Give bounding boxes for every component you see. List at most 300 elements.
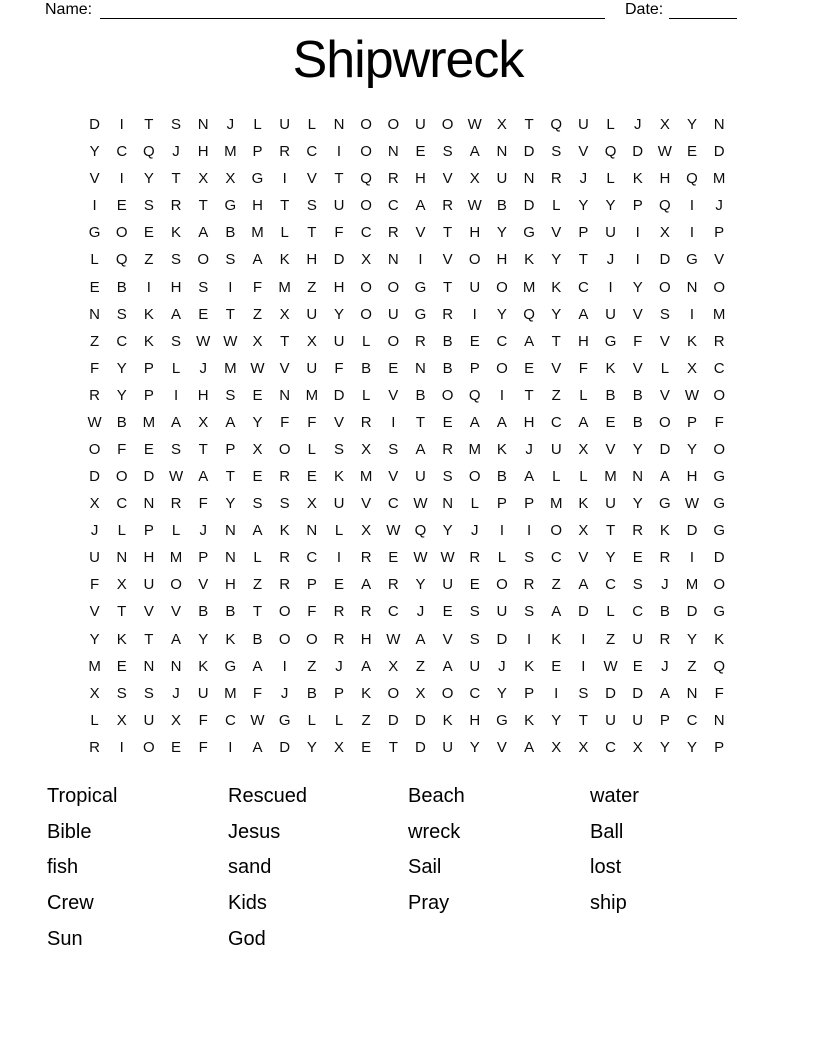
- grid-letter: Y: [496, 684, 507, 702]
- grid-letter: P: [143, 522, 154, 540]
- grid-letter: O: [143, 738, 155, 756]
- grid-letter: Q: [115, 251, 128, 269]
- grid-letter: Y: [551, 711, 562, 729]
- grid-letter: O: [441, 386, 454, 404]
- grid-letter: V: [198, 576, 209, 594]
- grid-letter: R: [387, 170, 399, 188]
- grid-letter: R: [550, 170, 562, 188]
- grid-letter: S: [143, 197, 154, 215]
- grid-letter: I: [499, 386, 504, 404]
- grid-letter: E: [632, 657, 643, 675]
- grid-letter: B: [496, 468, 507, 486]
- grid-letter: Y: [551, 251, 562, 269]
- grid-letter: H: [523, 413, 535, 431]
- grid-letter: O: [468, 251, 481, 269]
- grid-letter: X: [361, 251, 372, 269]
- grid-letter: Z: [605, 630, 616, 648]
- grid-letter: L: [606, 170, 615, 188]
- grid-letter: P: [524, 684, 535, 702]
- grid-letter: U: [632, 630, 644, 648]
- grid-letter: Y: [89, 143, 100, 161]
- grid-letter: L: [90, 711, 99, 729]
- grid-letter: C: [469, 684, 481, 702]
- grid-letter: M: [468, 440, 482, 458]
- grid-letter: G: [713, 468, 725, 486]
- grid-letter: T: [171, 170, 181, 188]
- grid-letter: U: [306, 359, 318, 377]
- grid-letter: I: [581, 630, 586, 648]
- grid-letter: S: [198, 278, 209, 296]
- grid-letter: X: [361, 522, 372, 540]
- grid-letter: E: [632, 549, 643, 567]
- grid-letter: Q: [360, 170, 372, 188]
- grid-letter: M: [359, 468, 373, 486]
- grid-letter: R: [523, 576, 535, 594]
- grid-letter: V: [578, 143, 589, 161]
- grid-letter: P: [225, 440, 236, 458]
- grid-letter: Y: [496, 305, 507, 323]
- grid-letter: U: [632, 711, 644, 729]
- grid-letter: G: [88, 224, 101, 242]
- grid-letter: R: [659, 630, 671, 648]
- grid-letter: G: [713, 495, 725, 513]
- word-item: Rescued: [228, 785, 307, 807]
- grid-letter: Y: [578, 197, 589, 215]
- grid-letter: X: [578, 440, 589, 458]
- grid-letter: X: [306, 495, 317, 513]
- grid-letter: I: [336, 549, 342, 567]
- grid-letter: X: [89, 495, 100, 513]
- grid-letter: N: [306, 522, 318, 540]
- grid-letter: N: [224, 549, 236, 567]
- grid-letter: S: [469, 630, 480, 648]
- word-item: God: [228, 927, 266, 950]
- grid-letter: V: [361, 495, 372, 513]
- grid-letter: G: [414, 305, 427, 323]
- grid-letter: Q: [713, 657, 725, 675]
- grid-letter: K: [659, 522, 670, 540]
- grid-letter: W: [386, 522, 401, 540]
- grid-letter: O: [496, 576, 508, 594]
- grid-letter: O: [305, 630, 318, 648]
- grid-letter: K: [143, 305, 154, 323]
- grid-letter: V: [333, 413, 344, 431]
- grid-letter: F: [334, 224, 344, 242]
- grid-letter: N: [170, 657, 182, 675]
- grid-letter: I: [391, 413, 396, 431]
- word-item: Tropical: [47, 785, 118, 807]
- grid-letter: M: [604, 468, 617, 486]
- grid-letter: I: [228, 278, 233, 296]
- grid-letter: N: [279, 386, 291, 404]
- grid-letter: S: [171, 251, 182, 269]
- grid-letter: T: [578, 251, 588, 269]
- grid-letter: I: [146, 278, 151, 296]
- grid-letter: U: [442, 738, 454, 756]
- grid-letter: O: [713, 278, 725, 296]
- grid-letter: O: [360, 278, 372, 296]
- grid-letter: P: [578, 224, 589, 242]
- word-item: Kids: [228, 892, 267, 915]
- grid-letter: R: [170, 495, 182, 513]
- grid-letter: K: [225, 630, 236, 648]
- word-item: Crew: [47, 892, 94, 915]
- grid-letter: D: [632, 684, 644, 702]
- grid-letter: I: [689, 549, 695, 567]
- grid-letter: U: [605, 305, 616, 323]
- grid-letter: V: [632, 359, 643, 377]
- grid-letter: P: [714, 224, 725, 242]
- grid-letter: I: [173, 386, 179, 404]
- grid-letter: O: [360, 143, 372, 161]
- grid-letter: N: [143, 495, 155, 513]
- word-item: Ball: [590, 820, 624, 843]
- grid-letter: A: [469, 413, 480, 431]
- grid-letter: K: [279, 251, 290, 269]
- grid-letter: P: [659, 711, 670, 729]
- grid-letter: Y: [116, 386, 127, 404]
- grid-letter: V: [171, 603, 182, 621]
- grid-letter: A: [252, 738, 263, 756]
- grid-letter: E: [89, 278, 100, 296]
- grid-letter: R: [170, 197, 182, 215]
- grid-letter: H: [224, 576, 236, 594]
- grid-letter: X: [333, 738, 344, 756]
- grid-letter: B: [442, 359, 453, 377]
- grid-letter: A: [415, 630, 426, 648]
- grid-letter: U: [143, 711, 155, 729]
- grid-letter: T: [280, 197, 290, 215]
- grid-letter: L: [253, 116, 262, 134]
- grid-letter: L: [361, 332, 371, 350]
- grid-letter: R: [632, 522, 644, 540]
- grid-letter: E: [171, 738, 182, 756]
- grid-letter: L: [552, 197, 561, 215]
- grid-letter: O: [115, 224, 128, 242]
- word-item: Jesus: [228, 820, 281, 843]
- grid-letter: S: [578, 684, 589, 702]
- grid-letter: V: [388, 386, 399, 404]
- grid-letter: C: [496, 332, 508, 350]
- grid-letter: F: [307, 413, 317, 431]
- grid-letter: Y: [333, 305, 344, 323]
- grid-letter: S: [171, 332, 182, 350]
- grid-letter: C: [686, 711, 698, 729]
- grid-letter: R: [442, 305, 454, 323]
- grid-letter: D: [89, 116, 100, 134]
- grid-letter: W: [413, 495, 428, 513]
- grid-letter: J: [715, 197, 723, 215]
- grid-letter: J: [498, 657, 506, 675]
- grid-letter: Q: [659, 197, 671, 215]
- grid-letter: Y: [659, 738, 670, 756]
- grid-letter: R: [387, 576, 399, 594]
- grid-letter: V: [659, 386, 670, 404]
- grid-letter: S: [279, 495, 290, 513]
- grid-letter: V: [89, 603, 100, 621]
- grid-letter: Y: [605, 549, 616, 567]
- grid-letter: A: [225, 413, 236, 431]
- grid-letter: O: [713, 576, 725, 594]
- grid-letter: L: [606, 116, 615, 134]
- grid-letter: I: [689, 224, 695, 242]
- grid-letter: I: [119, 116, 124, 134]
- grid-letter: I: [472, 305, 477, 323]
- grid-letter: I: [689, 197, 695, 215]
- grid-letter: D: [523, 143, 535, 161]
- grid-letter: U: [306, 305, 318, 323]
- grid-letter: U: [143, 576, 155, 594]
- grid-letter: N: [523, 170, 535, 188]
- grid-letter: T: [524, 386, 534, 404]
- grid-letter: M: [278, 278, 291, 296]
- grid-letter: H: [577, 332, 589, 350]
- grid-letter: T: [280, 332, 290, 350]
- grid-letter: I: [635, 251, 640, 269]
- grid-letter: D: [713, 549, 725, 567]
- grid-letter: W: [250, 359, 265, 377]
- grid-letter: F: [89, 359, 100, 377]
- grid-letter: A: [361, 576, 372, 594]
- grid-letter: N: [89, 305, 100, 323]
- grid-letter: X: [116, 576, 127, 594]
- grid-letter: V: [89, 170, 100, 188]
- grid-letter: D: [605, 684, 616, 702]
- grid-letter: K: [524, 711, 535, 729]
- grid-letter: Y: [198, 630, 209, 648]
- grid-letter: A: [551, 603, 562, 621]
- grid-letter: I: [282, 657, 287, 675]
- grid-letter: W: [168, 468, 184, 486]
- grid-letter: J: [172, 143, 180, 161]
- grid-letter: O: [496, 278, 508, 296]
- grid-letter: B: [659, 603, 670, 621]
- grid-letter: X: [659, 224, 670, 242]
- grid-letter: A: [252, 251, 263, 269]
- grid-letter: T: [307, 224, 317, 242]
- grid-letter: L: [497, 549, 507, 567]
- grid-letter: J: [471, 522, 479, 540]
- grid-letter: P: [198, 549, 209, 567]
- grid-letter: B: [632, 386, 643, 404]
- grid-letter: R: [360, 413, 372, 431]
- grid-letter: U: [577, 116, 589, 134]
- grid-letter: D: [387, 711, 399, 729]
- grid-letter: X: [306, 332, 317, 350]
- grid-letter: H: [469, 224, 481, 242]
- grid-letter: C: [605, 576, 616, 594]
- grid-letter: P: [143, 386, 154, 404]
- grid-letter: K: [116, 630, 127, 648]
- grid-letter: O: [197, 251, 210, 269]
- grid-letter: O: [387, 332, 400, 350]
- grid-letter: Q: [468, 386, 481, 404]
- grid-letter: P: [687, 413, 698, 431]
- grid-letter: E: [198, 305, 209, 323]
- grid-letter: M: [224, 143, 237, 161]
- grid-letter: L: [90, 251, 99, 269]
- grid-letter: I: [608, 278, 613, 296]
- word-item: ship: [590, 892, 627, 915]
- grid-letter: J: [199, 522, 207, 540]
- grid-letter: G: [414, 278, 427, 296]
- grid-letter: J: [172, 684, 180, 702]
- word-list-column: [590, 779, 639, 922]
- grid-letter: E: [143, 224, 154, 242]
- grid-letter: D: [415, 738, 426, 756]
- grid-letter: B: [632, 413, 643, 431]
- grid-letter: E: [442, 603, 453, 621]
- grid-letter: R: [279, 143, 291, 161]
- grid-letter: V: [578, 549, 589, 567]
- grid-letter: P: [524, 495, 535, 513]
- grid-letter: G: [224, 197, 237, 215]
- grid-letter: R: [333, 603, 345, 621]
- grid-letter: W: [467, 116, 482, 134]
- grid-letter: S: [306, 197, 317, 215]
- grid-letter: W: [440, 549, 455, 567]
- grid-letter: L: [470, 495, 479, 513]
- grid-letter: X: [116, 711, 127, 729]
- grid-letter: Y: [143, 170, 154, 188]
- grid-letter: N: [442, 495, 454, 513]
- grid-letter: M: [224, 684, 237, 702]
- grid-letter: C: [387, 197, 399, 215]
- grid-letter: K: [279, 522, 290, 540]
- grid-letter: U: [469, 278, 481, 296]
- grid-letter: G: [604, 332, 617, 350]
- grid-letter: V: [551, 224, 562, 242]
- grid-letter: Y: [687, 738, 698, 756]
- grid-letter: Z: [307, 278, 317, 296]
- grid-letter: H: [659, 170, 671, 188]
- grid-letter: X: [659, 116, 670, 134]
- grid-letter: A: [442, 657, 453, 675]
- grid-letter: H: [252, 197, 263, 215]
- grid-letter: W: [657, 143, 672, 161]
- grid-letter: R: [469, 549, 481, 567]
- grid-letter: E: [116, 657, 127, 675]
- grid-letter: K: [551, 278, 562, 296]
- grid-letter: A: [578, 305, 589, 323]
- grid-letter: K: [442, 711, 453, 729]
- grid-letter: J: [226, 116, 235, 134]
- grid-letter: F: [89, 576, 100, 594]
- grid-letter: Q: [550, 116, 563, 134]
- grid-letter: Y: [632, 278, 643, 296]
- grid-letter: A: [659, 468, 670, 486]
- grid-letter: K: [578, 495, 589, 513]
- grid-letter: U: [496, 170, 508, 188]
- grid-letter: D: [89, 468, 100, 486]
- grid-letter: J: [525, 440, 533, 458]
- grid-letter: R: [360, 549, 372, 567]
- grid-letter: V: [659, 332, 670, 350]
- grid-letter: B: [605, 386, 616, 404]
- grid-letter: E: [469, 576, 480, 594]
- name-blank-line: [100, 2, 605, 19]
- grid-letter: C: [116, 495, 128, 513]
- grid-letter: B: [116, 413, 127, 431]
- grid-letter: Y: [225, 495, 236, 513]
- grid-letter: O: [468, 468, 481, 486]
- grid-letter: N: [713, 711, 725, 729]
- grid-letter: F: [334, 359, 344, 377]
- grid-letter: T: [443, 278, 453, 296]
- grid-letter: P: [252, 143, 263, 161]
- word-item: lost: [590, 856, 622, 879]
- grid-letter: U: [415, 468, 426, 486]
- grid-letter: D: [659, 251, 671, 269]
- grid-letter: B: [252, 630, 263, 648]
- grid-letter: K: [687, 332, 698, 350]
- grid-letter: M: [169, 549, 183, 567]
- grid-letter: I: [336, 143, 342, 161]
- grid-letter: I: [119, 170, 124, 188]
- puzzle-title: Shipwreck: [292, 31, 524, 89]
- grid-letter: X: [578, 522, 589, 540]
- grid-letter: N: [197, 116, 209, 134]
- grid-letter: L: [307, 116, 316, 134]
- grid-letter: N: [632, 468, 644, 486]
- grid-letter: M: [712, 170, 726, 188]
- grid-letter: M: [142, 413, 156, 431]
- grid-letter: M: [305, 386, 319, 404]
- grid-letter: L: [361, 386, 371, 404]
- grid-letter: Q: [686, 170, 698, 188]
- grid-letter: B: [361, 359, 372, 377]
- grid-letter: X: [415, 684, 426, 702]
- grid-letter: O: [387, 116, 400, 134]
- grid-letter: Z: [687, 657, 697, 675]
- grid-letter: F: [198, 495, 208, 513]
- grid-letter: Z: [252, 305, 263, 323]
- grid-letter: O: [441, 116, 454, 134]
- grid-letter: O: [659, 278, 671, 296]
- grid-letter: G: [713, 603, 725, 621]
- grid-letter: G: [224, 657, 237, 675]
- word-item: Beach: [408, 785, 465, 807]
- grid-letter: L: [552, 468, 561, 486]
- grid-letter: N: [333, 116, 345, 134]
- grid-letter: D: [686, 522, 698, 540]
- grid-letter: C: [360, 224, 372, 242]
- grid-letter: J: [90, 522, 99, 540]
- grid-letter: O: [360, 197, 372, 215]
- grid-letter: E: [524, 359, 535, 377]
- grid-letter: A: [659, 684, 670, 702]
- grid-letter: K: [361, 684, 372, 702]
- grid-letter: X: [632, 738, 643, 756]
- grid-letter: A: [524, 738, 535, 756]
- grid-letter: I: [689, 305, 695, 323]
- grid-letter: G: [496, 711, 508, 729]
- grid-letter: R: [89, 386, 100, 404]
- grid-letter: S: [659, 305, 670, 323]
- grid-letter: C: [387, 495, 399, 513]
- grid-letter: X: [279, 305, 290, 323]
- grid-letter: T: [198, 197, 208, 215]
- grid-letter: T: [334, 170, 344, 188]
- grid-letter: E: [551, 657, 562, 675]
- grid-letter: Y: [632, 440, 643, 458]
- grid-letter: F: [198, 711, 208, 729]
- word-list-column: [228, 779, 307, 957]
- grid-letter: L: [334, 522, 344, 540]
- grid-letter: C: [550, 549, 562, 567]
- grid-letter: E: [388, 359, 399, 377]
- grid-letter: N: [116, 549, 128, 567]
